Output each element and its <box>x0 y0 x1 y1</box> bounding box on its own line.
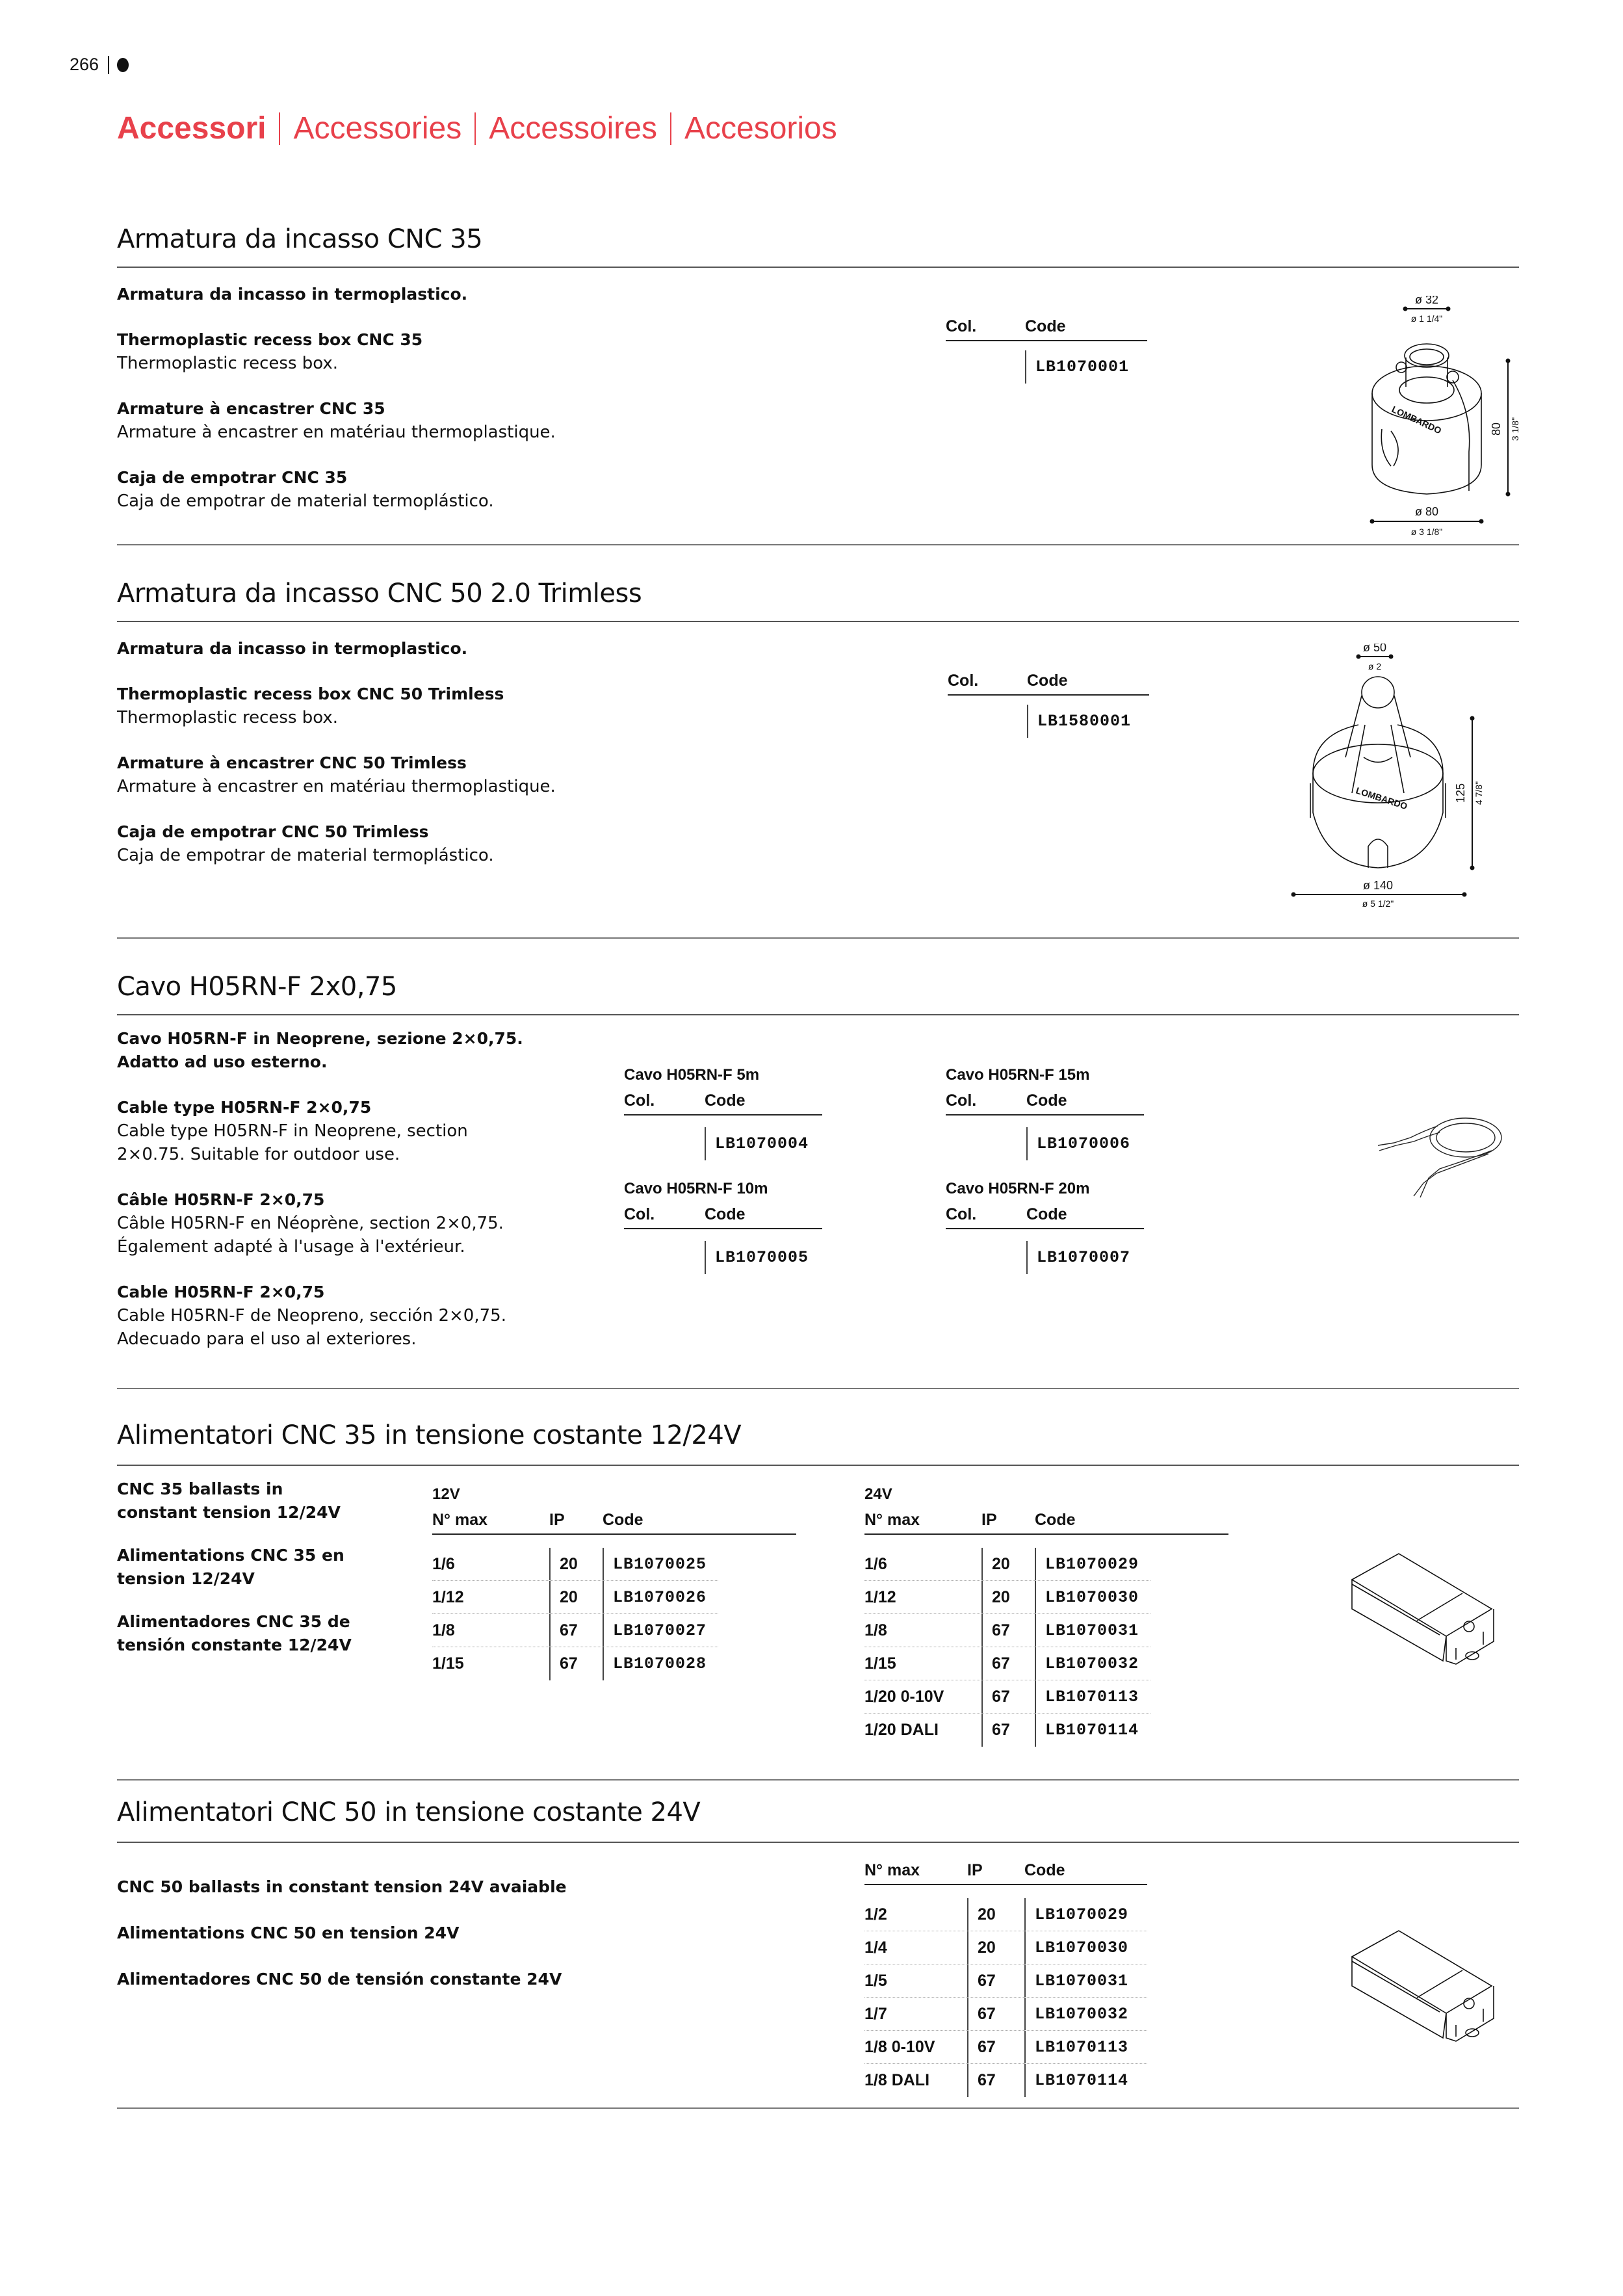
table-header <box>864 1859 1147 1885</box>
table-row <box>864 1614 1150 1647</box>
table-row <box>864 1680 1150 1714</box>
section-title: Cavo H05RN-F 2x0,75 <box>117 972 397 1002</box>
table-body <box>432 1548 718 1680</box>
table-row <box>946 1127 1144 1160</box>
ballast-12v-table <box>432 1485 796 1680</box>
dim-base-in: ø 3 1/8" <box>1410 527 1443 537</box>
dim-base-mm: ø 140 <box>1362 879 1394 892</box>
table-row <box>864 2031 1147 2064</box>
cable-5m-table <box>624 1066 822 1160</box>
header-nmax: N° max <box>864 1861 920 1879</box>
cell-nmax: 1/2 <box>864 1905 887 1924</box>
header-nmax: N° max <box>864 1511 920 1529</box>
block-body: 2×0.75. Suitable for outdoor use. <box>117 1145 400 1164</box>
product-code: LB1070113 <box>1035 1680 1139 1713</box>
block-text: tensión constante 12/24V <box>117 1636 352 1654</box>
block-head: Thermoplastic recess box CNC 50 Trimless <box>117 685 504 703</box>
dim-height-in: 3 1/8" <box>1510 417 1520 441</box>
table-row <box>864 1964 1147 1998</box>
dimension-base <box>1292 879 1467 909</box>
cell-ip: 67 <box>981 1614 1035 1647</box>
intro-text: Adatto ad uso esterno. <box>117 1052 328 1071</box>
cell-ip: 20 <box>967 1931 1024 1964</box>
block-body: Thermoplastic recess box. <box>117 708 339 727</box>
cell-ip: 67 <box>967 2064 1024 2097</box>
block-text: Alimentations CNC 50 en tension 24V <box>117 1924 460 1942</box>
table-body <box>864 1548 1150 1747</box>
dim-top-in: ø 1 1/4" <box>1410 313 1443 324</box>
section-end-rule <box>117 937 1519 939</box>
block-body: Câble H05RN-F en Néoprène, section 2×0,75. <box>117 1214 504 1233</box>
section-title: Armatura da incasso CNC 50 2.0 Trimless <box>117 579 642 608</box>
cell-nmax: 1/8 <box>864 1621 887 1639</box>
product-code: LB1070113 <box>1024 2031 1128 2063</box>
dim-base-mm: ø 80 <box>1414 505 1439 518</box>
product-code: LB1070027 <box>603 1614 707 1647</box>
table-caption: Cavo H05RN-F 20m <box>946 1180 1090 1197</box>
product-code: LB1580001 <box>1027 705 1131 738</box>
bullet-icon <box>117 58 129 72</box>
cell-nmax: 1/20 DALI <box>864 1721 939 1739</box>
block-text: CNC 50 ballasts in constant tension 24V avaiable <box>117 1877 567 1896</box>
dimension-base <box>1370 505 1484 537</box>
table-row <box>946 1241 1144 1274</box>
intro-text: Armatura da incasso in termoplastico. <box>117 639 468 658</box>
block-text: CNC 35 ballasts in <box>117 1480 283 1498</box>
block-body: Armature à encastrer en matériau thermoplastique. <box>117 423 556 442</box>
ballast-drawing <box>1339 1921 1501 2051</box>
table-row <box>946 350 1147 384</box>
dim-height-mm: 125 <box>1454 783 1467 803</box>
cell-ip: 67 <box>981 1680 1035 1713</box>
table-row <box>864 1998 1147 2031</box>
table-caption: Cavo H05RN-F 15m <box>946 1066 1090 1084</box>
cell-ip: 67 <box>967 2031 1024 2063</box>
table-header <box>946 1203 1144 1229</box>
product-code: LB1070031 <box>1024 1964 1128 1997</box>
col-header: Col. <box>624 1091 655 1110</box>
product-code: LB1070001 <box>1025 350 1129 384</box>
table-caption: Cavo H05RN-F 10m <box>624 1180 768 1197</box>
title-en: Accessories <box>293 111 462 146</box>
title-fr: Accessoires <box>489 111 657 146</box>
table-header <box>624 1203 822 1229</box>
table-header <box>948 670 1149 696</box>
section-rule <box>117 621 1519 622</box>
block-body: Également adapté à l'usage à l'extérieur. <box>117 1237 465 1257</box>
recess-box-shape <box>1310 677 1446 868</box>
section-description <box>117 1478 352 1657</box>
product-code: LB1070007 <box>1026 1241 1130 1274</box>
col-header: Col. <box>946 1205 977 1223</box>
col-header: Col. <box>946 317 977 335</box>
cell-ip: 67 <box>967 1998 1024 2030</box>
cell-ip: 67 <box>549 1647 603 1680</box>
block-text: Alimentadores CNC 35 de <box>117 1612 350 1631</box>
cell-nmax: 1/8 0-10V <box>864 2037 935 2056</box>
product-code: LB1070004 <box>705 1127 809 1160</box>
section-rule <box>117 1014 1519 1015</box>
section-end-rule <box>117 544 1519 545</box>
section-cable <box>117 972 1519 1394</box>
cell-nmax: 1/8 <box>432 1621 455 1639</box>
page-number-text: 266 <box>70 55 99 74</box>
cell-nmax: 1/5 <box>864 1971 887 1990</box>
product-code: LB1070031 <box>1035 1614 1139 1647</box>
cell-nmax: 1/8 DALI <box>864 2071 930 2089</box>
section-description <box>117 1875 567 1991</box>
code-header: Code <box>1026 1091 1067 1110</box>
table-header <box>432 1509 796 1535</box>
ballast-24v-table <box>864 1485 1228 1747</box>
cell-nmax: 1/6 <box>864 1554 887 1573</box>
table-row <box>864 1581 1150 1614</box>
table-row <box>864 1898 1147 1931</box>
block-text: constant tension 12/24V <box>117 1503 341 1522</box>
block-body: Adecuado para el uso al exteriores. <box>117 1329 417 1349</box>
cell-nmax: 1/15 <box>432 1654 464 1673</box>
dim-top-in: ø 2 <box>1368 661 1382 672</box>
title-separator <box>670 112 671 145</box>
section-title: Armatura da incasso CNC 35 <box>117 224 483 254</box>
col-header: Col. <box>624 1205 655 1223</box>
table-caption: 24V <box>864 1485 892 1503</box>
block-head: Armature à encastrer CNC 35 <box>117 399 385 418</box>
cell-nmax: 1/20 0-10V <box>864 1687 944 1706</box>
dim-top-mm: ø 32 <box>1414 296 1439 306</box>
block-head: Cable type H05RN-F 2×0,75 <box>117 1098 372 1117</box>
ballast-cnc50-table <box>864 1859 1228 2097</box>
code-header: Code <box>705 1091 746 1110</box>
cell-nmax: 1/4 <box>864 1938 887 1957</box>
cell-ip: 67 <box>549 1614 603 1647</box>
cell-ip: 20 <box>967 1898 1024 1931</box>
section-rule <box>117 1465 1519 1466</box>
block-head: Câble H05RN-F 2×0,75 <box>117 1190 325 1209</box>
cell-ip: 20 <box>981 1581 1035 1613</box>
dim-top-mm: ø 50 <box>1362 644 1387 654</box>
table-row <box>432 1614 718 1647</box>
brand-label: LOMBARDO <box>1355 785 1409 812</box>
page-number <box>70 55 129 75</box>
block-body: Armature à encastrer en matériau thermoplastique. <box>117 777 556 796</box>
code-header: Code <box>705 1205 746 1223</box>
section-ballasts-cnc35 <box>117 1420 1519 1784</box>
title-it: Accessori <box>117 111 266 146</box>
header-ip: IP <box>549 1511 565 1529</box>
product-code: LB1070032 <box>1024 1998 1128 2030</box>
table-body <box>864 1898 1147 2097</box>
table-header <box>946 315 1147 341</box>
cell-nmax: 1/7 <box>864 2004 887 2023</box>
code-header: Code <box>1027 672 1068 690</box>
cell-nmax: 1/12 <box>864 1587 896 1606</box>
section-end-rule <box>117 2107 1519 2109</box>
col-header: Col. <box>948 672 979 690</box>
block-body: Caja de empotrar de material termoplástico. <box>117 846 494 865</box>
recess-box-cnc35-drawing <box>1339 296 1534 543</box>
product-code: LB1070029 <box>1035 1548 1139 1580</box>
title-separator <box>279 112 280 145</box>
product-code: LB1070006 <box>1026 1127 1130 1160</box>
header-code: Code <box>1035 1511 1076 1529</box>
table-row <box>432 1548 718 1581</box>
dim-height-in: 4 7/8" <box>1474 781 1484 805</box>
product-code: LB1070114 <box>1035 1714 1139 1747</box>
product-code: LB1070025 <box>603 1548 707 1580</box>
cell-ip: 67 <box>967 1964 1024 1997</box>
product-code: LB1070032 <box>1035 1647 1139 1680</box>
section-title: Alimentatori CNC 35 in tensione costante 12/24V <box>117 1420 742 1450</box>
section-end-rule <box>117 1388 1519 1389</box>
title-separator <box>474 112 476 145</box>
section-cnc50-recess-box <box>117 579 1519 943</box>
cable-drawing <box>1365 1112 1521 1209</box>
cable-10m-table <box>624 1180 822 1274</box>
cell-ip: 20 <box>549 1548 603 1580</box>
cell-ip: 20 <box>981 1548 1035 1580</box>
dimension-height <box>1490 359 1520 497</box>
product-code: LB1070030 <box>1035 1581 1139 1613</box>
section-description <box>117 1027 523 1351</box>
intro-text: Armatura da incasso in termoplastico. <box>117 285 468 304</box>
table-row <box>864 1647 1150 1680</box>
dim-base-in: ø 5 1/2" <box>1362 898 1394 909</box>
table-caption: 12V <box>432 1485 460 1503</box>
brand-label: LOMBARDO <box>1390 404 1444 436</box>
code-header: Code <box>1025 317 1066 335</box>
product-code: LB1070005 <box>705 1241 809 1274</box>
table-row <box>624 1127 822 1160</box>
block-head: Thermoplastic recess box CNC 35 <box>117 330 423 349</box>
col-header: Col. <box>946 1091 977 1110</box>
table-row <box>948 705 1149 738</box>
product-code: LB1070026 <box>603 1581 707 1613</box>
recess-box-cnc50-drawing <box>1287 644 1521 923</box>
cell-nmax: 1/15 <box>864 1654 896 1673</box>
block-text: tension 12/24V <box>117 1569 255 1588</box>
dimension-top <box>1403 296 1451 324</box>
cable-15m-table <box>946 1066 1144 1160</box>
section-rule <box>117 1842 1519 1843</box>
page-title <box>117 111 837 146</box>
code-header: Code <box>1026 1205 1067 1223</box>
ballast-drawing <box>1339 1544 1501 1674</box>
block-text: Alimentadores CNC 50 de tensión constante 24V <box>117 1970 562 1989</box>
product-code: LB1070028 <box>603 1647 707 1680</box>
dim-height-mm: 80 <box>1490 422 1503 436</box>
cell-ip: 67 <box>981 1647 1035 1680</box>
table-header <box>864 1509 1228 1535</box>
table-header <box>946 1089 1144 1115</box>
block-head: Caja de empotrar CNC 35 <box>117 468 348 487</box>
product-code: LB1070029 <box>1024 1898 1128 1931</box>
block-head: Caja de empotrar CNC 50 Trimless <box>117 822 429 841</box>
product-code: LB1070114 <box>1024 2064 1128 2097</box>
table-row <box>864 1548 1150 1581</box>
section-title: Alimentatori CNC 50 in tensione costante 24V <box>117 1797 701 1827</box>
block-text: Alimentations CNC 35 en <box>117 1546 344 1565</box>
table-row <box>864 1714 1150 1747</box>
cell-ip: 20 <box>549 1581 603 1613</box>
dimension-top <box>1357 644 1394 672</box>
cell-ip: 67 <box>981 1714 1035 1747</box>
intro-text: Cavo H05RN-F in Neoprene, sezione 2×0,75. <box>117 1029 523 1048</box>
block-body: Cable H05RN-F de Neopreno, sección 2×0,75. <box>117 1306 506 1325</box>
table-row <box>432 1581 718 1614</box>
table-row <box>864 2064 1147 2097</box>
code-table <box>946 315 1147 384</box>
divider <box>108 56 109 74</box>
header-nmax: N° max <box>432 1511 488 1529</box>
block-head: Armature à encastrer CNC 50 Trimless <box>117 753 467 772</box>
table-header <box>624 1089 822 1115</box>
header-code: Code <box>603 1511 643 1529</box>
block-body: Cable type H05RN-F in Neoprene, section <box>117 1121 468 1141</box>
code-table <box>948 670 1149 738</box>
cell-nmax: 1/6 <box>432 1554 455 1573</box>
block-body: Caja de empotrar de material termoplástico. <box>117 491 494 511</box>
cable-20m-table <box>946 1180 1144 1274</box>
header-ip: IP <box>967 1861 983 1879</box>
product-code: LB1070030 <box>1024 1931 1128 1964</box>
section-cnc35-recess-box <box>117 224 1519 549</box>
table-row <box>864 1931 1147 1964</box>
table-row <box>624 1241 822 1274</box>
section-end-rule <box>117 1779 1519 1781</box>
table-row <box>432 1647 718 1680</box>
header-code: Code <box>1024 1861 1065 1879</box>
section-ballasts-cnc50 <box>117 1797 1519 2122</box>
table-caption: Cavo H05RN-F 5m <box>624 1066 760 1084</box>
dimension-height <box>1454 716 1484 870</box>
section-rule <box>117 267 1519 268</box>
block-head: Cable H05RN-F 2×0,75 <box>117 1283 325 1301</box>
block-body: Thermoplastic recess box. <box>117 354 339 373</box>
section-description <box>117 637 556 867</box>
title-es: Accesorios <box>684 111 837 146</box>
header-ip: IP <box>981 1511 997 1529</box>
cell-nmax: 1/12 <box>432 1587 464 1606</box>
section-description <box>117 283 556 513</box>
